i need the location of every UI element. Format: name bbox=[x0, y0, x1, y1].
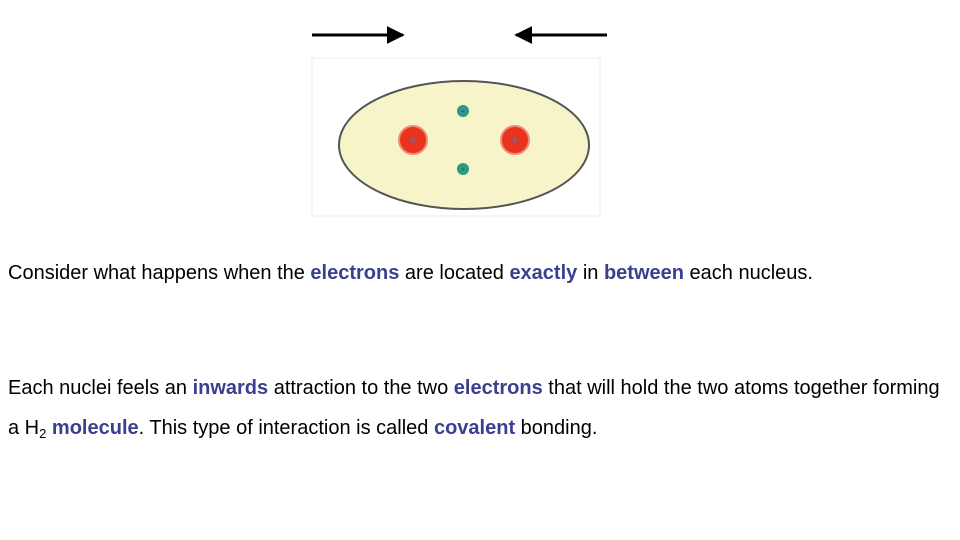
nucleus-left bbox=[399, 126, 427, 154]
svg-text:-: - bbox=[461, 164, 465, 175]
nucleus-right bbox=[501, 126, 529, 154]
text: that will hold the two atoms together forming a H bbox=[8, 377, 940, 439]
h2-molecule-diagram bbox=[300, 20, 620, 220]
text: in bbox=[577, 262, 604, 284]
text: attraction to the two bbox=[268, 377, 454, 399]
highlight-covalent: covalent bbox=[433, 417, 516, 439]
electron-bottom bbox=[457, 163, 469, 175]
highlight-electrons: electrons bbox=[453, 377, 543, 399]
text: . This type of interaction is called bbox=[138, 417, 434, 439]
text: each nucleus. bbox=[684, 262, 813, 284]
text: bonding. bbox=[515, 417, 598, 439]
svg-text:+: + bbox=[408, 132, 418, 148]
paragraph-covalent-bonding bbox=[8, 368, 953, 454]
highlight-between: between bbox=[603, 262, 684, 284]
electron-top bbox=[457, 105, 469, 117]
highlight-inwards: inwards bbox=[192, 377, 269, 399]
text: Each nuclei feels an bbox=[8, 377, 193, 399]
subscript-2: 2 bbox=[39, 426, 47, 441]
svg-text:+: + bbox=[510, 132, 520, 148]
highlight-electrons: electrons bbox=[310, 262, 400, 284]
electron-cloud bbox=[339, 81, 589, 209]
svg-text:-: - bbox=[461, 106, 465, 117]
highlight-molecule: molecule bbox=[51, 417, 139, 439]
text: are located bbox=[399, 262, 510, 284]
text: Consider what happens when the bbox=[8, 262, 311, 284]
highlight-exactly: exactly bbox=[509, 262, 578, 284]
paragraph-electrons-between bbox=[8, 253, 953, 293]
